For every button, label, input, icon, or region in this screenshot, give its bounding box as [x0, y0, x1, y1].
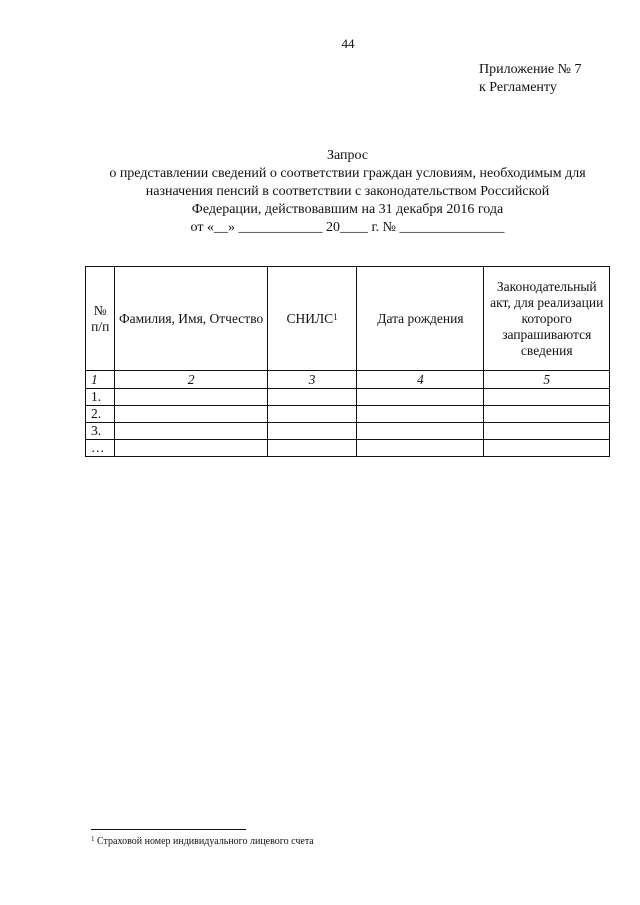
- cell-legislative-act: [484, 389, 610, 406]
- column-number: 2: [115, 371, 267, 389]
- header-snils: [267, 267, 357, 371]
- cell-snils: [267, 423, 357, 440]
- appendix-line-2: к Регламенту: [479, 80, 557, 95]
- heading-date-number-line: от «__» ____________ 20____ г. № _______________: [190, 220, 505, 235]
- cell-birth-date: [357, 423, 484, 440]
- table-row: [86, 389, 610, 406]
- footnote-marker: 1: [333, 311, 338, 322]
- cell-birth-date: [357, 389, 484, 406]
- cell-snils: [267, 389, 357, 406]
- page-number: 44: [341, 36, 355, 51]
- appendix-reference: [479, 61, 582, 97]
- row-number: 1.: [86, 389, 115, 406]
- footnote: [91, 836, 314, 847]
- header-number: № п/п: [86, 267, 115, 371]
- table-row: [86, 406, 610, 423]
- heading-line-1: о представлении сведений о соответствии граждан условиям, необходимым для: [109, 166, 586, 181]
- table-header-row: [86, 267, 610, 371]
- column-number: 5: [484, 371, 610, 389]
- column-number: 3: [267, 371, 357, 389]
- appendix-line-1: Приложение № 7: [479, 62, 582, 77]
- request-table: [85, 266, 610, 457]
- column-number: 1: [86, 371, 115, 389]
- heading-line-2: назначения пенсий в соответствии с законодательством Российской: [145, 184, 550, 199]
- header-legislative-act: Законодательный акт, для реализации которого запрашиваются сведения: [484, 267, 610, 371]
- heading-line-3: Федерации, действовавшим на 31 декабря 2016 года: [191, 202, 504, 217]
- document-title: Запрос: [326, 148, 369, 163]
- header-birth-date: Дата рождения: [357, 267, 484, 371]
- header-full-name: Фамилия, Имя, Отчество: [115, 267, 267, 371]
- cell-birth-date: [357, 440, 484, 457]
- cell-legislative-act: [484, 440, 610, 457]
- cell-full-name: [115, 389, 267, 406]
- cell-legislative-act: [484, 406, 610, 423]
- cell-full-name: [115, 440, 267, 457]
- row-number: 3.: [86, 423, 115, 440]
- row-number: …: [86, 440, 115, 457]
- cell-full-name: [115, 423, 267, 440]
- footnote-divider: [91, 829, 246, 830]
- column-numbers-row: [86, 371, 610, 389]
- cell-full-name: [115, 406, 267, 423]
- row-number: 2.: [86, 406, 115, 423]
- column-number: 4: [357, 371, 484, 389]
- cell-birth-date: [357, 406, 484, 423]
- table-row: [86, 423, 610, 440]
- header-snils-label: СНИЛС: [286, 310, 334, 326]
- footnote-number: 1: [91, 835, 95, 843]
- footnote-text: Страховой номер индивидуального лицевого счета: [97, 836, 314, 847]
- document-heading: [80, 147, 615, 237]
- cell-snils: [267, 406, 357, 423]
- table-row: [86, 440, 610, 457]
- cell-snils: [267, 440, 357, 457]
- cell-legislative-act: [484, 423, 610, 440]
